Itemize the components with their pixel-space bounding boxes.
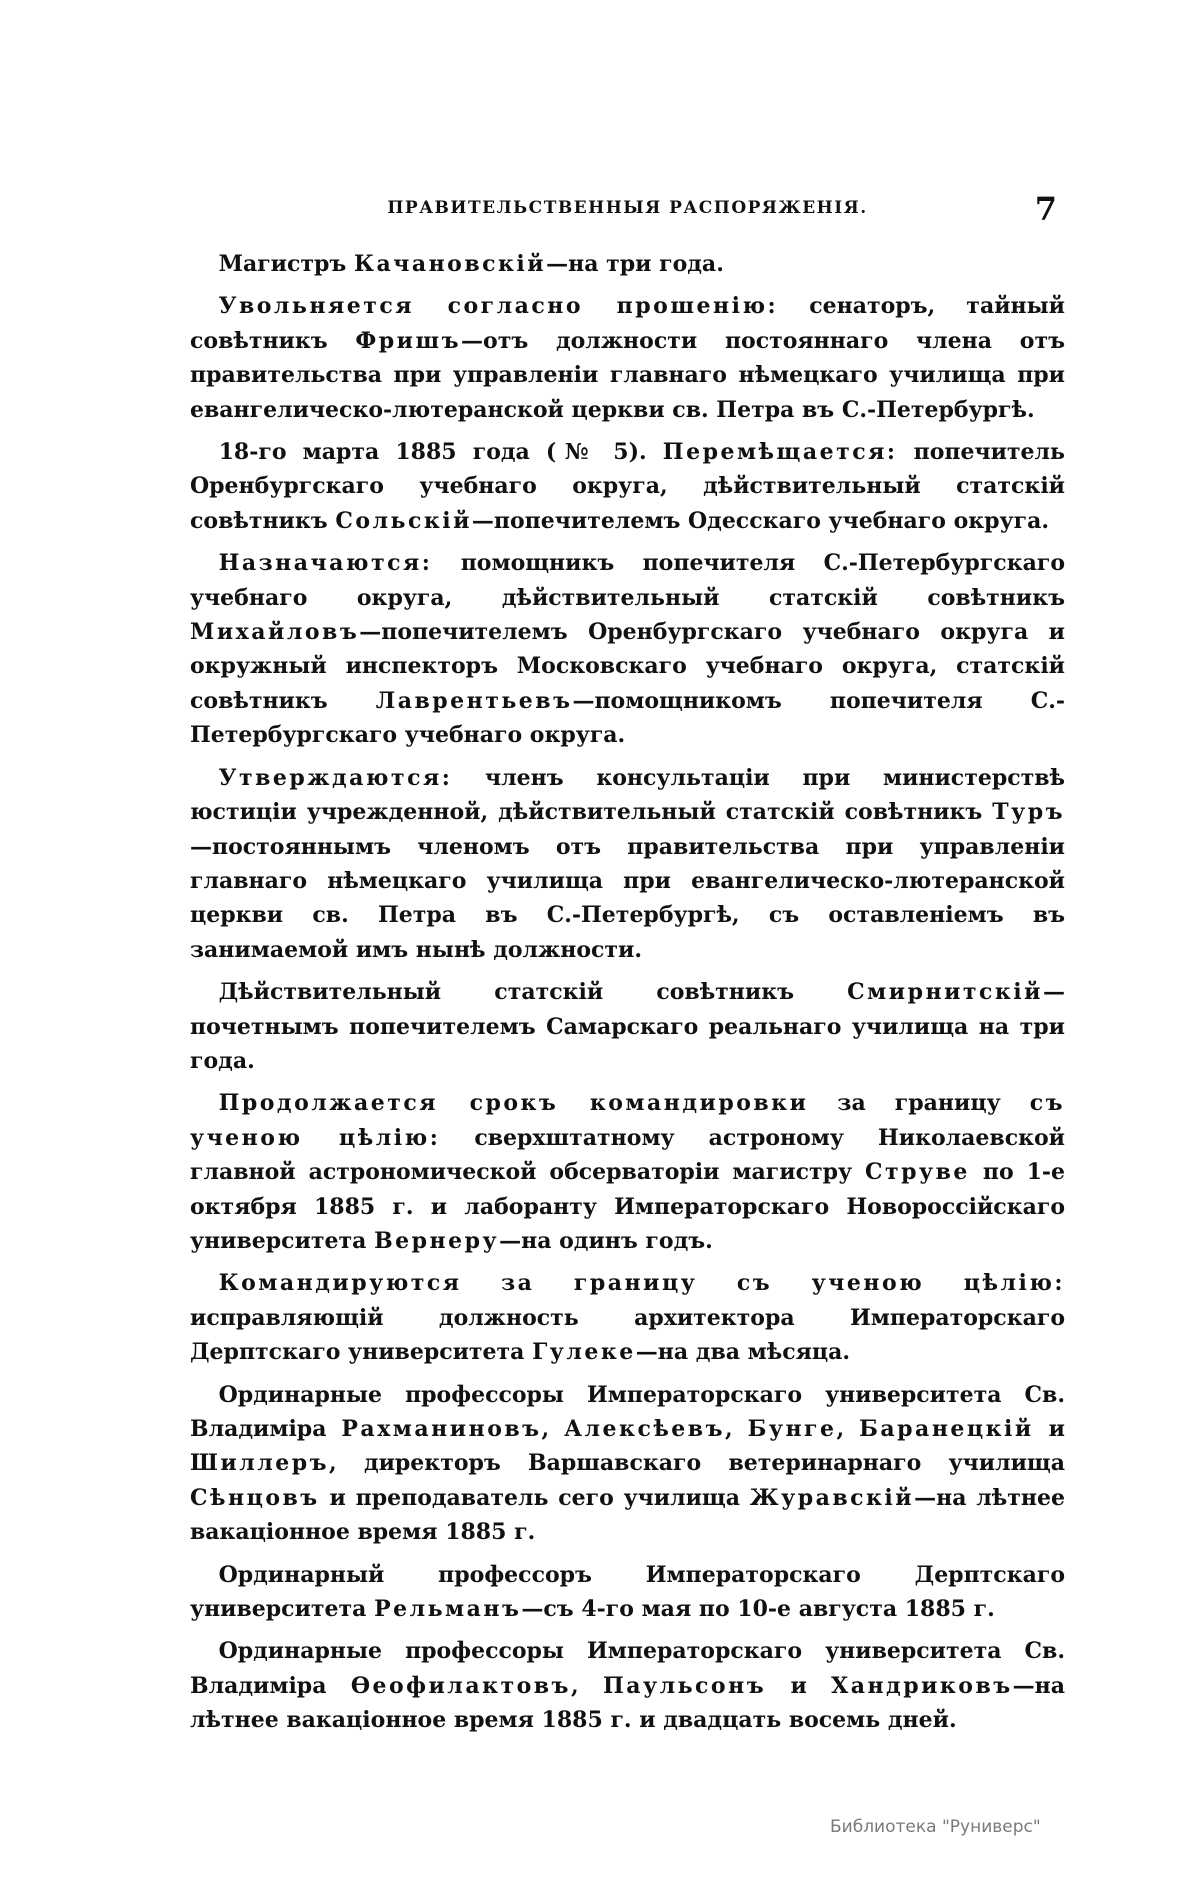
text-run: за границу [808, 1090, 1030, 1117]
paragraph [190, 435, 1065, 538]
text-run: Ординарные профессоры Императорскаго университета Св. Владиміра [190, 1638, 1065, 1699]
text-run: —помощникомъ попечителя С.-Петербургскаго учебнаго округа. [190, 687, 1065, 749]
text-run: Ординарные профессоры Императорскаго университета Св. Владиміра [190, 1381, 1065, 1442]
text-run: исправляющій должность архитектора Императорскаго Дерптскаго университета [190, 1304, 1065, 1366]
spaced-run: Баранецкій [859, 1416, 1034, 1442]
spaced-run: Алексѣевъ [564, 1416, 725, 1442]
text-run: —попечителемъ Одесскаго учебнаго округа. [471, 507, 1050, 534]
text-run: сенаторъ, тайный совѣтникъ [190, 293, 1065, 354]
paragraph [190, 1266, 1065, 1369]
spaced-run: Михайловъ [190, 619, 360, 646]
text-run: —попечителемъ Оренбургскаго учебнаго округа и окружный инспекторъ Московскаго учебнаго округа, статскій совѣтникъ [190, 619, 1065, 714]
spaced-run: Сольскій [335, 507, 472, 534]
text-run: и [1033, 1416, 1065, 1442]
spaced-run: Смирнитскій [847, 979, 1043, 1006]
body-text [190, 247, 1065, 1746]
text-run: —съ 4-го мая по 10-е августа 1885 г. [521, 1596, 995, 1623]
paragraph [190, 546, 1065, 752]
paragraph [190, 975, 1065, 1078]
spaced-run: Шиллеръ [190, 1450, 329, 1477]
text-run: , [570, 1672, 603, 1699]
spaced-run: Журавскій [749, 1484, 915, 1511]
paragraph [190, 247, 1065, 281]
text-run: помощникъ попечителя С.-Петербургскаго учебнаго округа, дѣйствительный статскій совѣтникъ [190, 550, 1065, 611]
spaced-run: Гулеке [532, 1339, 636, 1366]
text-run: —отъ должности постояннаго члена отъ правительства при управленіи главнаго нѣмецкаго училища при евангелическо-лютеранской церкви св. Петра въ С.-Петербургѣ. [190, 327, 1065, 423]
spaced-run: Вернеру [374, 1227, 500, 1254]
spaced-run: Струве [865, 1159, 970, 1186]
text-run: , [541, 1416, 565, 1442]
text-run: —почетнымъ попечителемъ Самарскаго реальнаго училища на три года. [190, 979, 1065, 1074]
spaced-run: Туръ [992, 799, 1065, 826]
text-run: Ординарный профессоръ Императорскаго Дерптскаго университета [190, 1561, 1065, 1623]
spaced-run: Фришъ [355, 327, 462, 354]
text-run: членъ консультаціи при министерствѣ юстиціи учрежденной, дѣйствительный статскій совѣтникъ [190, 764, 1065, 826]
spaced-run: Качановскій [353, 251, 547, 277]
spaced-run: Назначаются: [218, 550, 433, 577]
spaced-run: Увольняется согласно прошенію: [218, 293, 779, 320]
page-header [190, 190, 1065, 230]
text-run: Магистръ [218, 251, 354, 277]
spaced-run: Паульсонъ [602, 1672, 767, 1699]
paragraph [190, 1378, 1065, 1550]
spaced-run: Бунге [747, 1416, 837, 1442]
text-run: —на два мѣсяца. [635, 1339, 851, 1366]
text-run: по 1-е октября 1885 г. и лаборанту Императорскаго Новороссійскаго университета [190, 1159, 1066, 1254]
text-run: —на три года. [546, 251, 724, 277]
paragraph [190, 1634, 1065, 1737]
text-run: попечитель Оренбургскаго учебнаго округа, дѣйствительный статскій совѣтникъ [190, 439, 1065, 534]
text-run: сверхштатному астроному Николаевской главной астрономической обсерваторіи магистру [190, 1124, 1065, 1186]
text-run: —на лѣтнее вакаціонное время 1885 г. [190, 1484, 1066, 1546]
text-run: —на одинъ годъ. [499, 1227, 713, 1254]
spaced-run: Утверждаются: [218, 764, 453, 791]
text-run: 18-го марта 1885 года (№ 5). [218, 439, 663, 466]
paragraph [190, 761, 1065, 967]
spaced-run: съ ученою цѣлію: [190, 1090, 1065, 1151]
text-run: , [724, 1416, 748, 1442]
spaced-run: Хандриковъ [831, 1672, 1013, 1699]
text-run: и [766, 1672, 832, 1699]
page-number: 7 [1034, 190, 1057, 228]
text-run: —на лѣтнее вакаціонное время 1885 г. и двадцать восемь дней. [190, 1672, 1065, 1734]
spaced-run: Рельманъ [374, 1596, 522, 1623]
text-run: и преподаватель сего училища [319, 1484, 750, 1511]
spaced-run: Рахманиновъ [341, 1416, 542, 1442]
spaced-run: Перемѣщается: [662, 439, 898, 466]
text-run: —постояннымъ членомъ отъ правительства при управленіи главнаго нѣмецкаго училища при евангелическо-лютеранской церкви св. Петра въ С.-Петербургѣ, съ оставленіемъ въ занимаемой имъ нынѣ должности. [190, 833, 1065, 963]
text-run: , [836, 1416, 860, 1442]
paragraph [190, 289, 1065, 427]
paragraph [190, 1086, 1065, 1258]
spaced-run: Сѣнцовъ [190, 1484, 320, 1511]
spaced-run: Продолжается срокъ командировки [218, 1090, 809, 1117]
spaced-run: Лаврентьевъ [375, 687, 573, 714]
spaced-run: Командируются за границу съ ученою цѣлію: [218, 1270, 1065, 1297]
paragraph [190, 1558, 1065, 1627]
text-run: , директоръ Варшавскаго ветеринарнаго училища [329, 1450, 1065, 1477]
library-credit: Библиотека "Руниверс" [830, 1817, 1041, 1837]
running-title: ПРАВИТЕЛЬСТВЕННЫЯ РАСПОРЯЖЕНІЯ. [387, 198, 868, 218]
text-run: Дѣйствительный статскій совѣтникъ [218, 979, 848, 1006]
spaced-run: Ѳеофилактовъ [350, 1672, 571, 1699]
